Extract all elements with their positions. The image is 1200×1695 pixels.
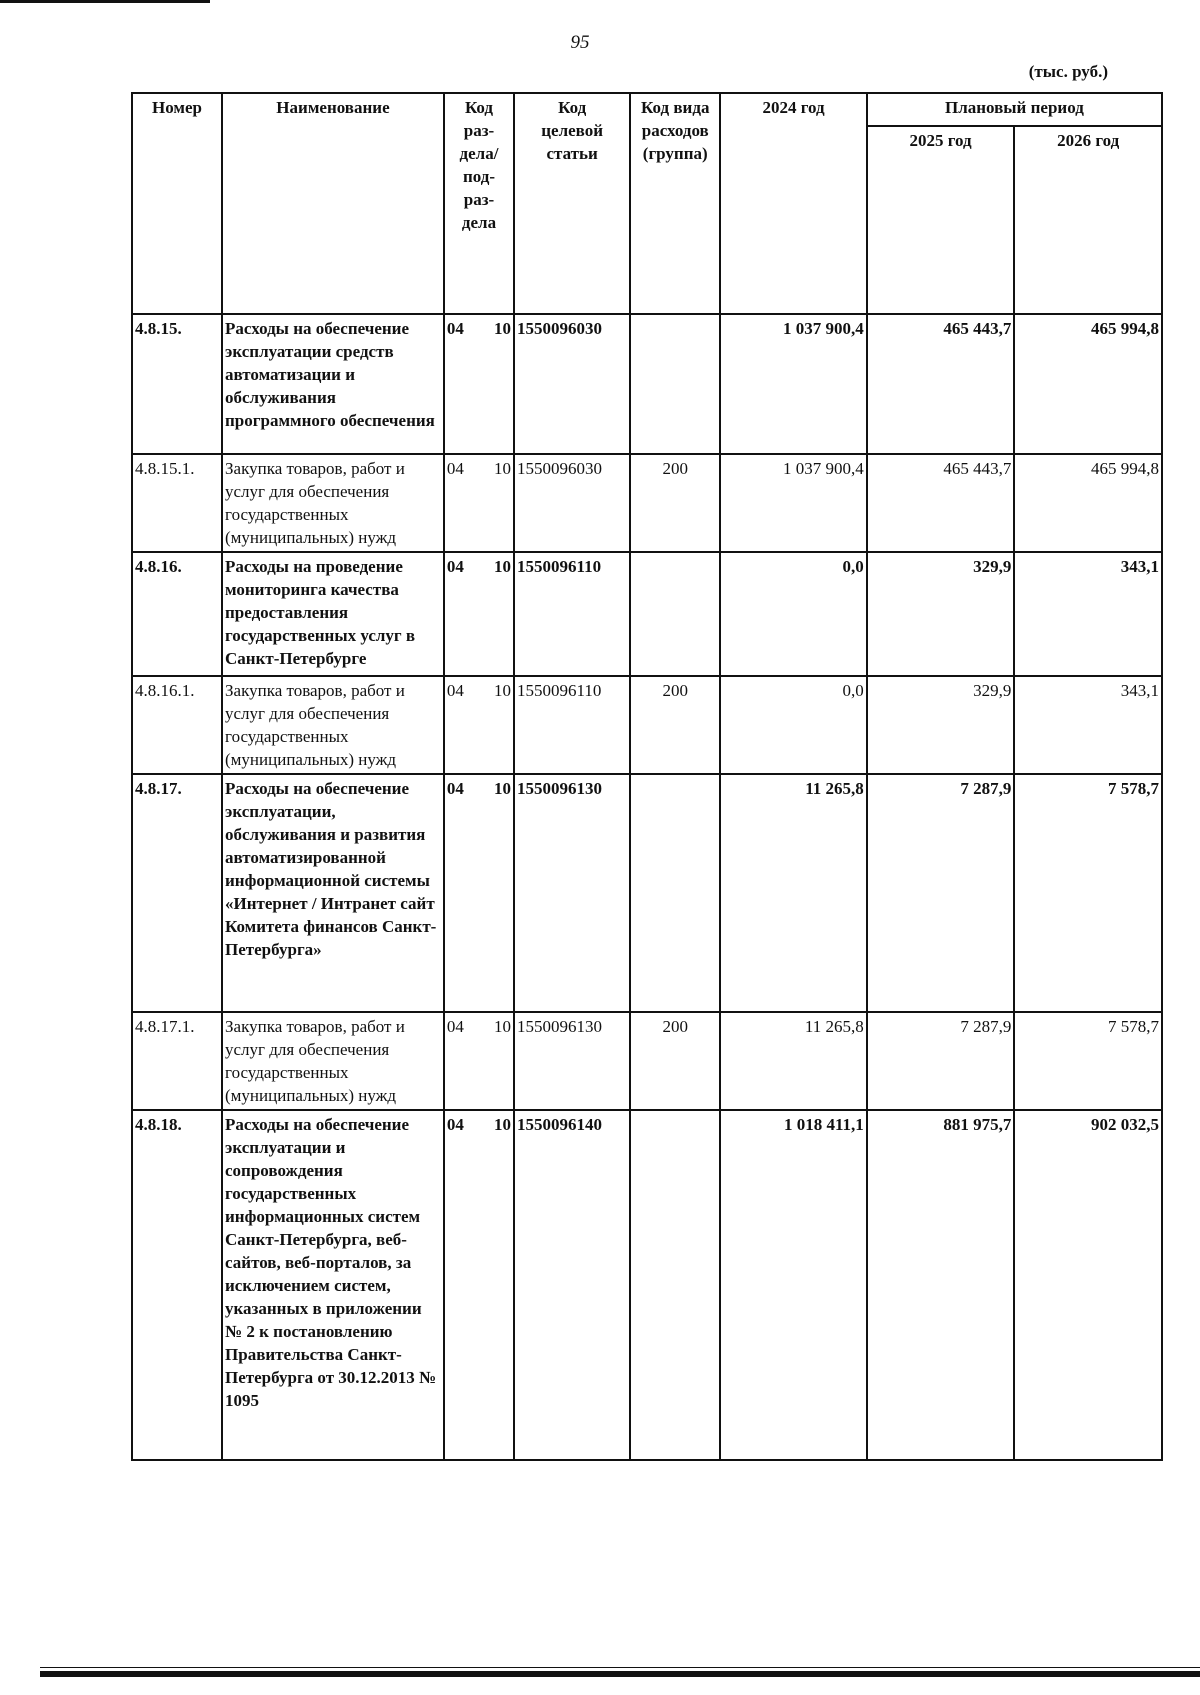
row-number: 4.8.17.	[132, 774, 222, 1012]
row-2024: 11 265,8	[720, 1012, 867, 1110]
header-2026: 2026 год	[1014, 126, 1162, 314]
row-2025: 881 975,7	[867, 1110, 1015, 1460]
row-number: 4.8.16.1.	[132, 676, 222, 774]
row-number: 4.8.15.	[132, 314, 222, 454]
table-row	[132, 774, 1162, 1012]
header-2025: 2025 год	[867, 126, 1015, 314]
row-expense-type	[630, 774, 720, 1012]
top-rule	[0, 0, 210, 3]
row-number: 4.8.15.1.	[132, 454, 222, 552]
row-name: Закупка товаров, работ и услуг для обеспечения государственных (муниципальных) нужд	[222, 676, 444, 774]
row-2025: 329,9	[867, 552, 1015, 676]
row-2025: 465 443,7	[867, 314, 1015, 454]
units-label: (тыс. руб.)	[1028, 62, 1108, 81]
row-target: 1550096110	[514, 676, 630, 774]
table-row	[132, 1110, 1162, 1460]
row-target: 1550096030	[514, 314, 630, 454]
row-name: Расходы на обеспечение эксплуатации, обслуживания и развития автоматизированной информационной системы «Интернет / Интранет сайт Комитета финансов Санкт-Петербурга»	[222, 774, 444, 1012]
row-target: 1550096030	[514, 454, 630, 552]
row-2024: 0,0	[720, 676, 867, 774]
table-row	[132, 454, 1162, 552]
row-2024: 1 037 900,4	[720, 314, 867, 454]
header-2024: 2024 год	[720, 93, 867, 314]
row-name: Расходы на обеспечение эксплуатации средств автоматизации и обслуживания программного обеспечения	[222, 314, 444, 454]
row-target: 1550096130	[514, 774, 630, 1012]
row-section: 04 10	[444, 454, 514, 552]
row-2026: 7 578,7	[1014, 1012, 1162, 1110]
row-2026: 902 032,5	[1014, 1110, 1162, 1460]
row-name: Закупка товаров, работ и услуг для обеспечения государственных (муниципальных) нужд	[222, 1012, 444, 1110]
table-row	[132, 314, 1162, 454]
header-planned-period: Плановый период	[867, 93, 1162, 126]
row-number: 4.8.16.	[132, 552, 222, 676]
row-2026: 343,1	[1014, 552, 1162, 676]
row-2024: 11 265,8	[720, 774, 867, 1012]
row-2026: 7 578,7	[1014, 774, 1162, 1012]
budget-table	[131, 92, 1163, 1461]
row-2025: 7 287,9	[867, 774, 1015, 1012]
row-section: 04 10	[444, 1110, 514, 1460]
row-section: 04 10	[444, 774, 514, 1012]
row-name: Закупка товаров, работ и услуг для обеспечения государственных (муниципальных) нужд	[222, 454, 444, 552]
header-name: Наименование	[222, 93, 444, 314]
row-expense-type: 200	[630, 454, 720, 552]
table-row	[132, 676, 1162, 774]
row-expense-type: 200	[630, 1012, 720, 1110]
row-expense-type: 200	[630, 676, 720, 774]
row-name: Расходы на обеспечение эксплуатации и сопровождения государственных информационных систем Санкт-Петербурга, веб-сайтов, веб-порталов, за исключением систем, указанных в приложении № 2 к постановлению Правительства Санкт-Петербурга от 30.12.2013 № 1095	[222, 1110, 444, 1460]
row-section: 04 10	[444, 1012, 514, 1110]
table-row	[132, 1012, 1162, 1110]
bottom-rule-thin	[40, 1667, 1200, 1668]
row-2024: 0,0	[720, 552, 867, 676]
row-expense-type	[630, 1110, 720, 1460]
bottom-rule	[40, 1671, 1200, 1677]
row-name: Расходы на проведение мониторинга качества предоставления государственных услуг в Санкт-Петербурге	[222, 552, 444, 676]
table-body	[132, 314, 1162, 1460]
row-section: 04 10	[444, 314, 514, 454]
row-expense-type	[630, 314, 720, 454]
table-header	[132, 93, 1162, 314]
row-expense-type	[630, 552, 720, 676]
row-section: 04 10	[444, 676, 514, 774]
header-expense-type: Код вида расходов (группа)	[630, 93, 720, 314]
row-section: 04 10	[444, 552, 514, 676]
row-target: 1550096110	[514, 552, 630, 676]
row-2025: 465 443,7	[867, 454, 1015, 552]
header-target: Код целевой статьи	[514, 93, 630, 314]
row-2024: 1 018 411,1	[720, 1110, 867, 1460]
row-2024: 1 037 900,4	[720, 454, 867, 552]
row-2026: 343,1	[1014, 676, 1162, 774]
table-row	[132, 552, 1162, 676]
row-number: 4.8.18.	[132, 1110, 222, 1460]
header-section: Код раз- дела/ под- раз- дела	[444, 93, 514, 314]
row-2025: 7 287,9	[867, 1012, 1015, 1110]
row-2026: 465 994,8	[1014, 314, 1162, 454]
header-number: Номер	[132, 93, 222, 314]
row-target: 1550096130	[514, 1012, 630, 1110]
page-number: 95	[570, 32, 590, 53]
row-2026: 465 994,8	[1014, 454, 1162, 552]
row-2025: 329,9	[867, 676, 1015, 774]
row-number: 4.8.17.1.	[132, 1012, 222, 1110]
row-target: 1550096140	[514, 1110, 630, 1460]
